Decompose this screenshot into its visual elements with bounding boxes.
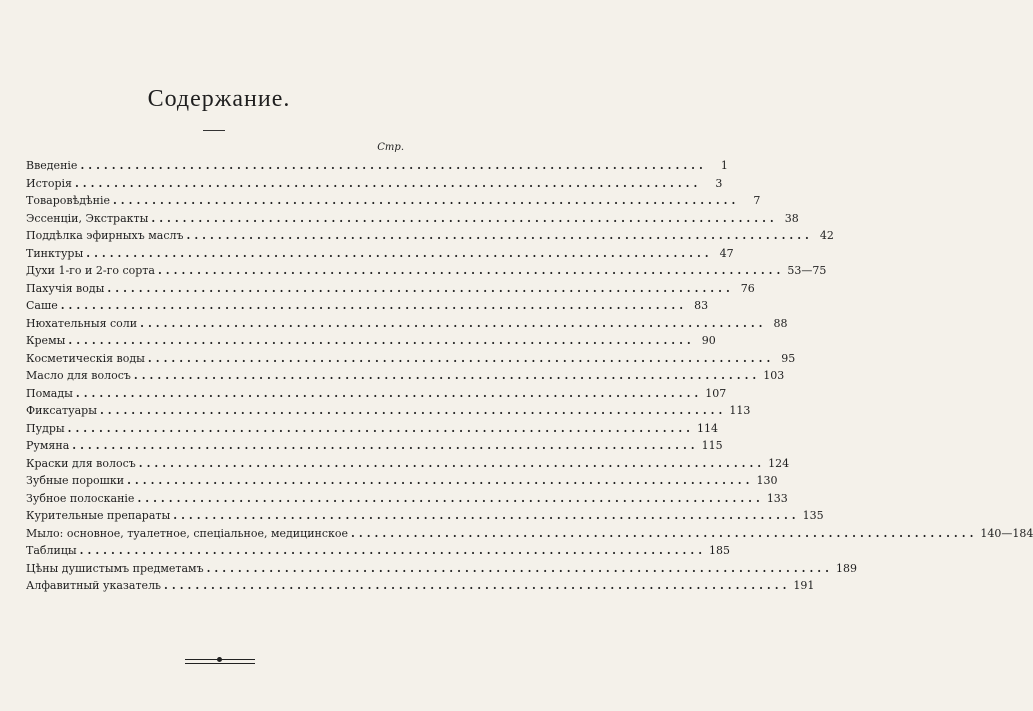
toc-entry <box>26 577 815 595</box>
toc-entry-title: Введеніе <box>26 159 78 172</box>
toc-entry-page: 90 <box>701 334 716 347</box>
toc-entry-page: 42 <box>819 229 834 242</box>
toc-entry-page: 1 <box>720 159 728 172</box>
toc-entry <box>26 192 761 210</box>
toc-entry-title: Пахучія воды <box>26 281 105 295</box>
toc-entry <box>26 542 731 560</box>
toc-entry-title: Курительные препараты <box>26 509 171 522</box>
toc-entry-page: 115 <box>701 439 723 452</box>
toc-entry <box>26 210 799 228</box>
toc-entry <box>26 507 824 525</box>
dot-leader: ................................................................................ <box>74 176 702 190</box>
dot-leader: ................................................................................ <box>80 159 707 172</box>
toc-entry-page: 38 <box>784 211 799 225</box>
toc-entry <box>26 315 788 333</box>
dot-leader: ................................................................................ <box>137 491 764 505</box>
toc-entry-page: 107 <box>705 386 727 400</box>
toc-entry <box>26 332 716 350</box>
dot-leader: ................................................................................ <box>186 229 813 242</box>
toc-entry-title: Исторія <box>26 176 72 190</box>
toc-entry-page: 130 <box>756 474 778 487</box>
toc-entry-page: 88 <box>773 316 788 330</box>
toc-entry <box>26 525 1033 543</box>
dot-leader: ................................................................................ <box>138 456 766 470</box>
toc-entry-page: 47 <box>719 246 734 260</box>
toc-entry-title: Фиксатуары <box>26 404 97 417</box>
toc-entry-page: 53—75 <box>787 264 827 277</box>
dot-leader: ................................................................................ <box>107 281 734 295</box>
toc-entry-title: Кремы <box>26 334 66 347</box>
toc-entry-title: Нюхательныя соли <box>26 316 138 330</box>
toc-entry <box>26 472 778 490</box>
toc-entry-title: Пудры <box>26 421 65 435</box>
toc-entry-title: Масло для волосъ <box>26 369 131 382</box>
toc-entry <box>26 490 788 508</box>
toc-entry-title: Алфавитный указатель <box>26 579 162 592</box>
dot-leader: ................................................................................ <box>72 439 699 452</box>
toc-entry-page: 103 <box>763 369 785 382</box>
dot-leader: ................................................................................ <box>173 509 800 522</box>
toc-entry-title: Мыло: основное, туалетное, спеціальное, медицинское <box>26 526 349 540</box>
toc-entry-page: 3 <box>715 176 723 190</box>
dot-leader: ................................................................................ <box>140 316 767 330</box>
toc-entry-page: 83 <box>694 299 709 312</box>
toc-entry-title: Зубное полосканіе <box>26 491 135 505</box>
toc-entry-page: 191 <box>793 579 815 592</box>
toc-entry <box>26 402 751 420</box>
toc-entry <box>26 367 785 385</box>
toc-entry-page: 135 <box>802 509 824 522</box>
toc-entry-page: 124 <box>768 456 790 470</box>
toc-entry-title: Эссенціи, Экстракты <box>26 211 149 225</box>
dot-leader: ................................................................................ <box>67 421 695 435</box>
ornament-dot <box>217 657 222 662</box>
dot-leader: ................................................................................ <box>147 351 775 365</box>
toc-entry-title: Духи 1-го и 2-го сорта <box>26 264 155 277</box>
toc-entry-page: 114 <box>697 421 719 435</box>
toc-entry <box>26 385 727 403</box>
toc-entry-title: Цѣны душистымъ предметамъ <box>26 561 204 575</box>
toc-entry-page: 113 <box>729 404 751 417</box>
toc-entry <box>26 350 796 368</box>
toc-entry <box>26 227 834 245</box>
toc-entry <box>26 245 734 263</box>
page-column-header: Стр. <box>377 142 404 153</box>
dot-leader: ................................................................................ <box>151 211 778 225</box>
dot-leader: ................................................................................ <box>75 386 703 400</box>
toc-entry <box>26 437 723 455</box>
toc-entry-page: 7 <box>753 194 761 207</box>
dot-leader: ................................................................................ <box>164 579 791 592</box>
toc-entry-title: Таблицы <box>26 544 77 557</box>
toc-entry-title: Помады <box>26 386 73 400</box>
toc-entry <box>26 297 709 315</box>
toc-entry <box>26 262 827 280</box>
toc-entry-title: Косметическія воды <box>26 351 145 365</box>
toc-entry-page: 140—184 <box>980 526 1033 540</box>
dot-leader: ................................................................................ <box>133 369 761 382</box>
toc-entry-title: Тинктуры <box>26 246 84 260</box>
toc-entry-page: 185 <box>709 544 731 557</box>
dot-leader: ................................................................................ <box>351 526 978 540</box>
page-title: Содержание. <box>147 86 291 112</box>
toc-entry-title: Товаровѣдѣніе <box>26 194 110 207</box>
dot-leader: ................................................................................ <box>79 544 707 557</box>
toc-entry-page: 95 <box>781 351 796 365</box>
toc-entry-title: Румяна <box>26 439 70 452</box>
table-of-contents <box>26 157 1033 595</box>
toc-entry <box>26 560 857 578</box>
toc-entry-title: Зубные порошки <box>26 474 125 487</box>
ornamental-rule <box>185 659 255 664</box>
toc-entry <box>26 420 719 438</box>
dot-leader: ................................................................................ <box>157 264 785 277</box>
toc-entry-page: 189 <box>835 561 857 575</box>
toc-entry <box>26 455 790 473</box>
dot-leader: ................................................................................ <box>86 246 713 260</box>
dot-leader: ................................................................................ <box>127 474 754 487</box>
toc-entry <box>26 175 723 193</box>
dot-leader: ................................................................................ <box>68 334 695 347</box>
toc-entry-title: Саше <box>26 299 58 312</box>
toc-entry <box>26 280 755 298</box>
toc-entry-title: Поддѣлка эфирныхъ маслъ <box>26 229 184 242</box>
toc-entry-page: 76 <box>740 281 755 295</box>
dot-leader: ................................................................................ <box>112 194 740 207</box>
dot-leader: ................................................................................ <box>99 404 727 417</box>
toc-entry <box>26 157 728 175</box>
dot-leader: ................................................................................ <box>206 561 833 575</box>
title-rule <box>203 130 225 131</box>
toc-entry-title: Краски для волосъ <box>26 456 136 470</box>
dot-leader: ................................................................................ <box>60 299 688 312</box>
toc-entry-page: 133 <box>766 491 788 505</box>
